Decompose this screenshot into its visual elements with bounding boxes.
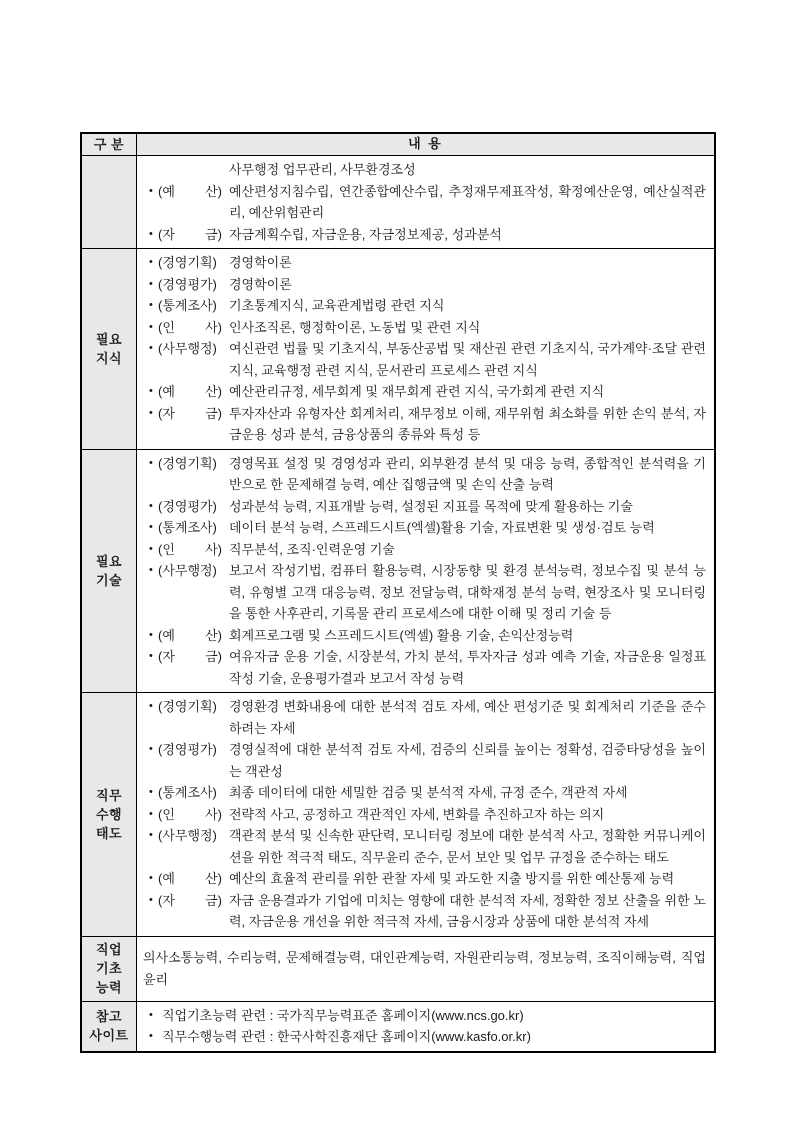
item-text: 전략적 사고, 공정하고 객관적인 자세, 변화를 추진하고자 하는 의지 — [229, 806, 605, 822]
item-text: 예산편성지침수립, 연간종합예산수립, 추정재무제표작성, 확정예산운영, 예산실적관리, 예산위험관리 — [229, 183, 706, 220]
item-text: 직무분석, 조직·인력운영 기술 — [229, 541, 395, 557]
category-cell: 필요 기술 — [82, 450, 137, 693]
item-text: 경영학이론 — [229, 276, 292, 292]
list-item — [143, 804, 706, 826]
bullet-icon: • — [149, 342, 153, 354]
item-text: 인사조직론, 행정학이론, 노동법 및 관련 지식 — [229, 319, 481, 335]
item-label: (사무행정) — [158, 828, 217, 843]
bullet-icon: • — [149, 456, 153, 469]
list-item — [143, 868, 706, 890]
item-label: (예 산) — [158, 384, 222, 399]
item-text: 성과분석 능력, 지표개발 능력, 설정된 지표를 목적에 맞게 활용하는 기술 — [229, 498, 633, 514]
bullet-icon: • — [149, 650, 153, 662]
item-label: (통계조사) — [158, 520, 217, 535]
list-item — [143, 890, 706, 933]
item-text: 기초통계지식, 교육관계법령 관련 지식 — [229, 298, 445, 313]
bullet-icon: • — [149, 277, 153, 290]
row-required-knowledge — [82, 248, 714, 449]
list-item — [143, 825, 706, 868]
item-text: 예산관리규정, 세무회계 및 재무회계 관련 지식, 국가회계 관련 지식 — [229, 384, 605, 399]
bullet-icon: • — [149, 786, 153, 798]
item-text: 회계프로그램 및 스프레드시트(엑셀) 활용 기술, 손익산정능력 — [229, 627, 574, 643]
item-label: (예 산) — [158, 627, 222, 643]
list-item — [143, 517, 706, 539]
item-label: (자 금) — [158, 226, 222, 242]
header-content-cell: 내 용 — [137, 134, 714, 155]
list-item — [143, 1005, 706, 1027]
bullet-icon: • — [149, 872, 153, 884]
item-label: (경영기획) — [158, 255, 217, 270]
list-item — [143, 1026, 706, 1048]
item-label: (인 사) — [158, 806, 222, 822]
bullet-icon: • — [149, 564, 153, 576]
list-item — [143, 159, 706, 181]
bullet-icon: • — [149, 406, 153, 419]
item-text: 여신관련 법률 및 기초지식, 부동산공법 및 재산권 관련 기초지식, 국가계약·조달 관련 지식, 교육행정 관련 지식, 문서관리 프로세스 관련 지식 — [229, 341, 706, 378]
item-text: 투자자산과 유형자산 회계처리, 재무정보 이해, 재무위험 최소화를 위한 손익 분석, 자금운용 성과 분석, 금융상품의 종류와 특성 등 — [229, 405, 706, 442]
item-text: 경영목표 설정 및 경영성과 관리, 외부환경 분석 및 대응 능력, 종합적인 분석력을 기반으로 한 문제해결 능력, 예산 집행금액 및 손익 산출 능력 — [229, 455, 706, 492]
item-text: 예산의 효율적 관리를 위한 관찰 자세 및 과도한 지출 방지를 위한 예산통제 능력 — [229, 871, 675, 886]
bullet-icon: • — [149, 893, 153, 906]
item-text: 자금 운용결과가 기업에 미치는 영향에 대한 분석적 자세, 정확한 정보 산출을 위한 노력, 자금운용 개선을 위한 적극적 자세, 금융시장과 상품에 대한 분석적 자세 — [229, 892, 706, 929]
list-item — [143, 625, 706, 647]
item-text: 여유자금 운용 기술, 시장분석, 가치 분석, 투자자금 성과 예측 기술, 자금운용 일정표 작성 기술, 운용평가결과 보고서 작성 능력 — [229, 649, 706, 686]
item-label: (경영평가) — [158, 276, 217, 292]
bullet-icon: • — [149, 227, 153, 240]
list-item — [143, 560, 706, 625]
bullet-icon: • — [149, 385, 153, 397]
item-text: 최종 데이터에 대한 세밀한 검증 및 분석적 자세, 규정 준수, 객관적 자세 — [229, 785, 628, 800]
category-cell: 직업 기초 능력 — [82, 937, 137, 1001]
list-item — [143, 739, 706, 782]
list-item — [143, 252, 706, 274]
item-text: 경영학이론 — [229, 255, 292, 270]
item-text: 경영환경 변화내용에 대한 분석적 검토 자세, 예산 편성기준 및 회계처리 기준을 준수하려는 자세 — [229, 699, 706, 736]
item-text: 사무행정 업무관리, 사무환경조성 — [229, 162, 416, 177]
bullet-icon: • — [149, 807, 153, 820]
item-label: (경영평가) — [158, 742, 217, 757]
item-label: (예 산) — [158, 183, 222, 199]
list-item — [143, 539, 706, 561]
bullet-icon: • — [149, 628, 153, 641]
row-basic-competencies — [82, 936, 714, 1001]
content-cell — [137, 693, 714, 936]
row-reference-sites — [82, 1001, 714, 1051]
item-label: (사무행정) — [158, 341, 217, 356]
category-cell: 참고 사이트 — [82, 1002, 137, 1051]
list-item — [143, 274, 706, 296]
item-label: (자 금) — [158, 405, 222, 421]
content-cell — [137, 156, 714, 248]
content-cell — [137, 450, 714, 693]
row-job-attitude — [82, 692, 714, 936]
list-item — [143, 696, 706, 739]
item-label: (인 사) — [158, 319, 222, 335]
row-general-duties — [82, 155, 714, 248]
bullet-icon: • — [149, 184, 153, 197]
bullet-icon: • — [149, 1008, 153, 1021]
list-item — [143, 646, 706, 689]
list-item — [143, 338, 706, 381]
item-label: (경영기획) — [158, 699, 217, 714]
item-text: 보고서 작성기법, 컴퓨터 활용능력, 시장동향 및 환경 분석능력, 정보수집 및 분석 능력, 유형별 고객 대응능력, 정보 전달능력, 대학재정 분석 능력, 현장조사 및 모니터링을 통한 사후관리, 기록물 관리 프로세스에 대한 이해 및 정리 기술 등 — [229, 563, 706, 621]
item-text: 자금계획수립, 자금운용, 자금정보제공, 성과분석 — [229, 226, 502, 242]
item-label: (통계조사) — [158, 298, 217, 313]
bullet-icon: • — [149, 499, 153, 512]
item-text: 직업기초능력 관련 : 국가직무능력표준 홈페이지(www.ncs.go.kr) — [162, 1007, 524, 1023]
item-label: (인 사) — [158, 541, 222, 557]
item-text: 의사소통능력, 수리능력, 문제해결능력, 대인관계능력, 자원관리능력, 정보능력, 조직이해능력, 직업윤리 — [143, 950, 706, 987]
list-item — [143, 782, 706, 804]
bullet-icon: • — [149, 320, 153, 333]
bullet-icon: • — [149, 256, 153, 268]
list-item — [143, 453, 706, 496]
list-item — [143, 224, 706, 246]
category-cell — [82, 156, 137, 248]
list-item — [143, 381, 706, 403]
item-text: 직무수행능력 관련 : 한국사학진흥재단 홈페이지(www.kasfo.or.kr) — [162, 1029, 531, 1044]
row-required-skills — [82, 449, 714, 693]
table-header-row — [82, 134, 714, 155]
item-label: (예 산) — [158, 871, 222, 886]
content-cell — [137, 1002, 714, 1051]
item-text: 경영실적에 대한 분석적 검토 자세, 검증의 신뢰를 높이는 정확성, 검증타당성을 높이는 객관성 — [229, 742, 706, 779]
content-cell — [137, 937, 714, 1001]
bullet-icon: • — [149, 542, 153, 555]
list-item — [143, 403, 706, 446]
header-category-cell: 구 분 — [82, 134, 137, 155]
list-item — [143, 317, 706, 339]
bullet-icon: • — [149, 829, 153, 841]
item-label: (통계조사) — [158, 785, 217, 800]
item-text: 객관적 분석 및 신속한 판단력, 모니터링 정보에 대한 분석적 사고, 정확한 커뮤니케이션을 위한 적극적 태도, 직무윤리 준수, 문서 보안 및 업무 규정을 준수하는 태도 — [229, 828, 706, 865]
competency-table — [80, 132, 716, 1053]
bullet-icon: • — [149, 700, 153, 712]
item-text: 데이터 분석 능력, 스프레드시트(엑셀)활용 기술, 자료변환 및 생성·검토 능력 — [229, 520, 655, 535]
bullet-icon: • — [149, 521, 153, 533]
list-item — [143, 496, 706, 518]
bullet-icon: • — [149, 743, 153, 755]
item-label: (사무행정) — [158, 563, 217, 578]
list-item — [143, 295, 706, 317]
content-cell — [137, 249, 714, 449]
item-label: (자 금) — [158, 649, 222, 664]
item-label: (자 금) — [158, 892, 222, 908]
bullet-icon: • — [149, 1030, 153, 1042]
bullet-icon: • — [149, 299, 153, 311]
item-label: (경영기획) — [158, 455, 217, 471]
category-cell: 필요 지식 — [82, 249, 137, 449]
category-cell: 직무 수행 태도 — [82, 693, 137, 936]
item-label: (경영평가) — [158, 498, 217, 514]
list-item — [143, 181, 706, 224]
